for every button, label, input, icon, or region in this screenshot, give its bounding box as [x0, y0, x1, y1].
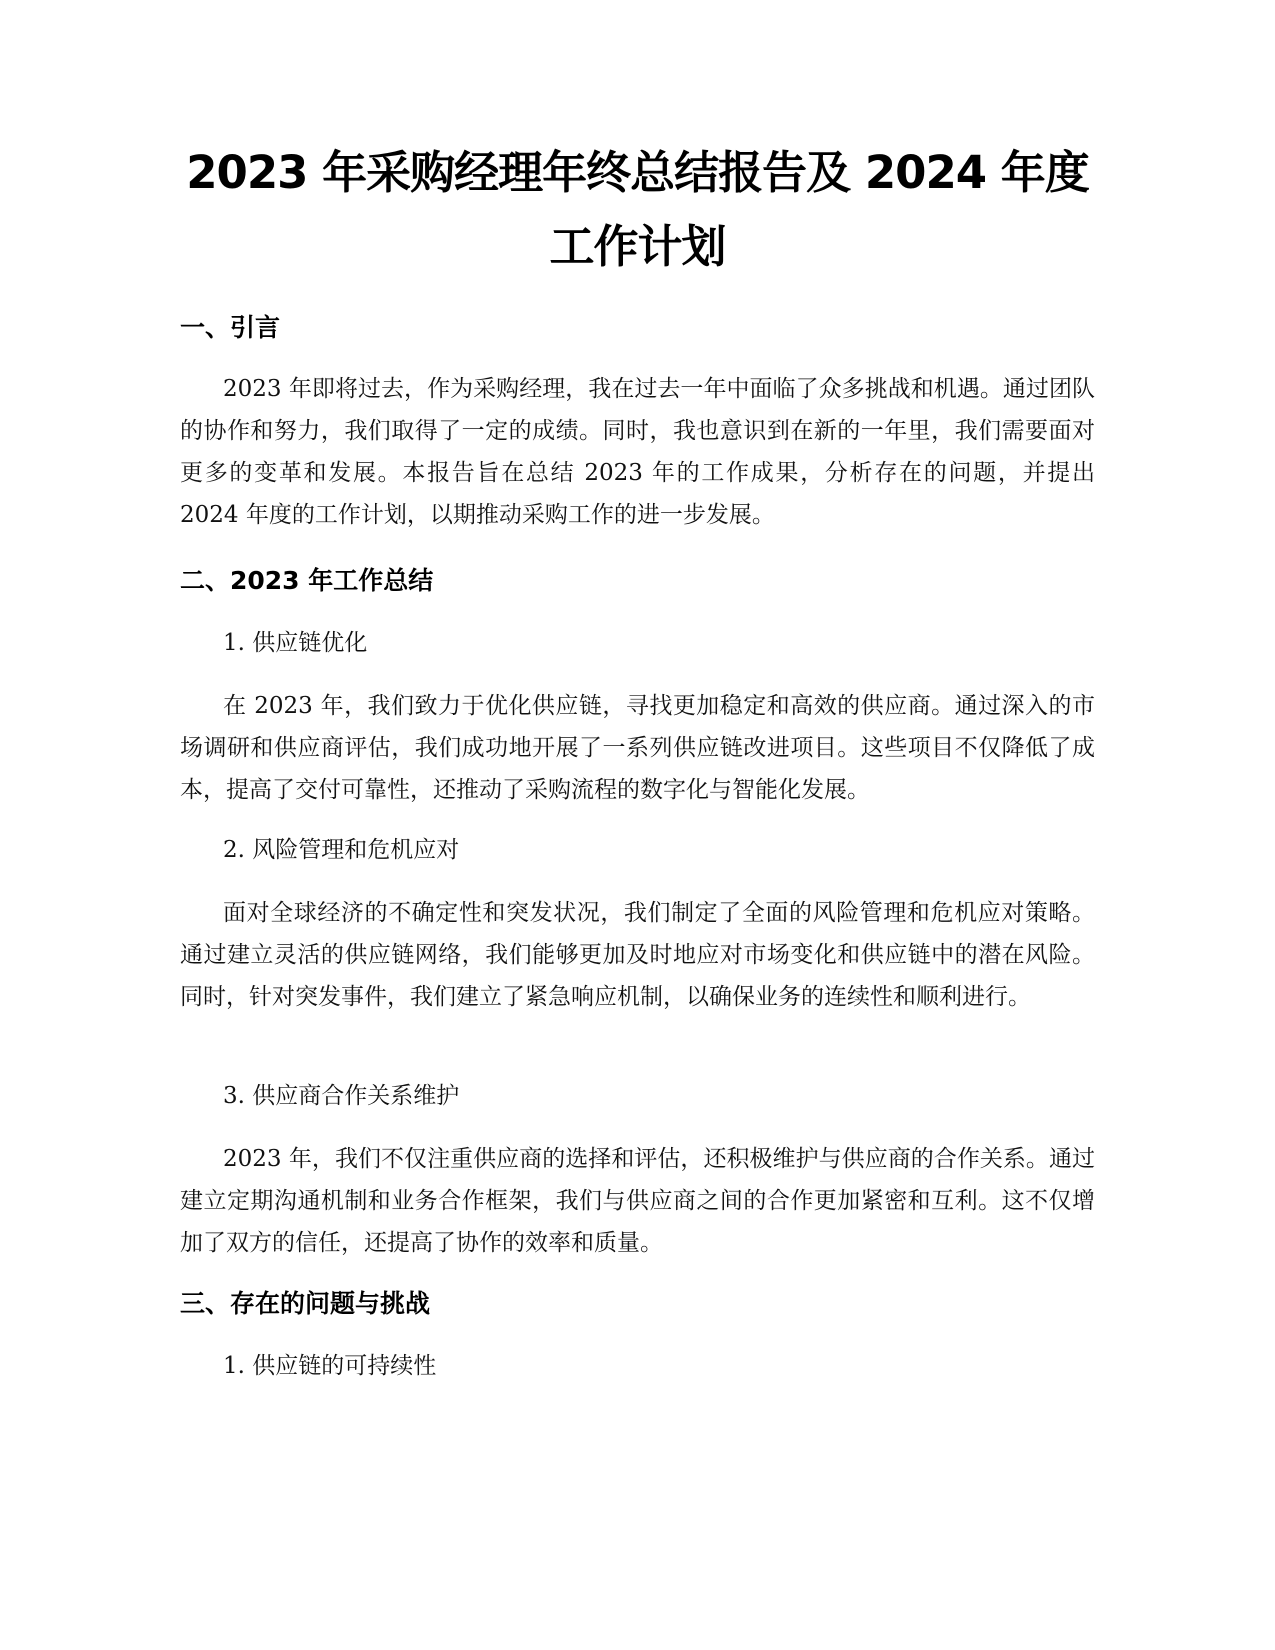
paragraph-supply-chain-optimization: 在 2023 年，我们致力于优化供应链，寻找更加稳定和高效的供应商。通过深入的市场调研和供应商评估，我们成功地开展了一系列供应链改进项目。这些项目不仅降低了成本，提高了交付可靠性，还推动了采购流程的数字化与智能化发展。	[180, 693, 1095, 803]
document-title: 2023 年采购经理年终总结报告及 2024 年度工作计划	[186, 146, 1089, 273]
section-heading-problems-challenges: 三、存在的问题与挑战	[180, 1289, 431, 1318]
section-heading-introduction: 一、引言	[180, 313, 281, 342]
subheading-supply-chain-sustainability: 1. 供应链的可持续性	[223, 1353, 437, 1379]
section-heading-2023-summary: 二、2023 年工作总结	[180, 566, 434, 595]
introduction-paragraph: 2023 年即将过去，作为采购经理，我在过去一年中面临了众多挑战和机遇。通过团队的协作和努力，我们取得了一定的成绩。同时，我也意识到在新的一年里，我们需要面对更多的变革和发展。本报告旨在总结 2023 年的工作成果，分析存在的问题，并提出 2024 年度的工作计划，以期推动采购工作的进一步发展。	[180, 376, 1095, 528]
paragraph-supplier-relations: 2023 年，我们不仅注重供应商的选择和评估，还积极维护与供应商的合作关系。通过建立定期沟通机制和业务合作框架，我们与供应商之间的合作更加紧密和互利。这不仅增加了双方的信任，还提高了协作的效率和质量。	[180, 1146, 1095, 1256]
subheading-supply-chain-optimization: 1. 供应链优化	[223, 630, 368, 656]
document-page	[180, 0, 1095, 1650]
paragraph-risk-management: 面对全球经济的不确定性和突发状况，我们制定了全面的风险管理和危机应对策略。通过建立灵活的供应链网络，我们能够更加及时地应对市场变化和供应链中的潜在风险。同时，针对突发事件，我们建立了紧急响应机制，以确保业务的连续性和顺利进行。	[180, 900, 1095, 1010]
subheading-risk-management: 2. 风险管理和危机应对	[223, 837, 460, 863]
subheading-supplier-relations: 3. 供应商合作关系维护	[223, 1083, 460, 1109]
